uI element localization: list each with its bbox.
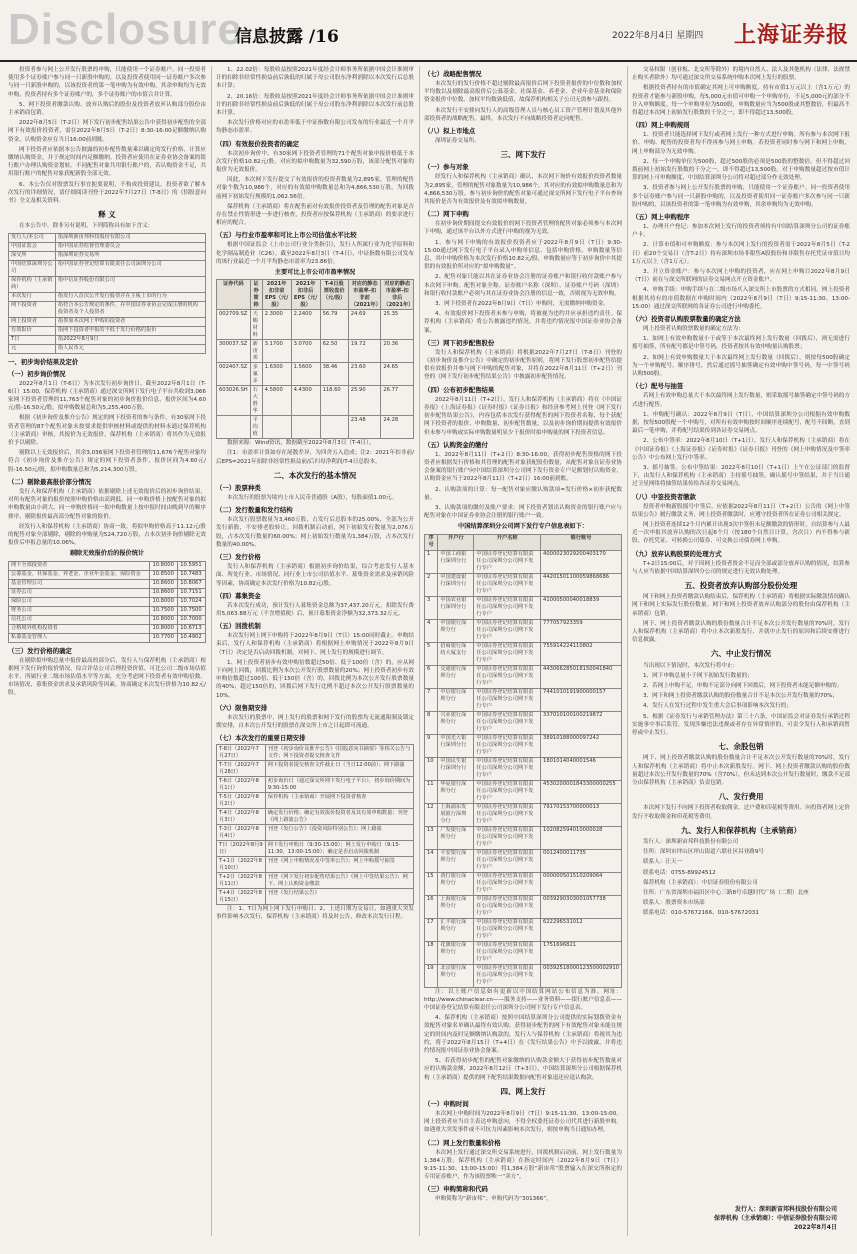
section-heading: 五、投资者放弃认购部分股份处理 xyxy=(684,580,798,590)
column-2 xyxy=(216,66,414,1236)
subheading: （一）股票种类 xyxy=(216,484,261,493)
subheading: （三）申购简称和代码 xyxy=(424,1185,488,1194)
table-header-row: 序号 开户行 开户名称 银行账号 xyxy=(425,534,622,550)
table-row: 中国证监会 指中国证券监督管理委员会 xyxy=(9,242,206,251)
table-row: T+4日（2022年8月15日） 刊登《发行结果公告》 xyxy=(217,889,414,905)
subheading: （五）与行业市盈率和可比上市公司估值水平比较 xyxy=(216,231,357,240)
subheading: （四）有效报价投资者的确定 xyxy=(216,139,300,148)
table-row: 公募基金、社保基金、养老金、企业年金基金、保险资金 10.8500 10.7483 xyxy=(9,570,206,579)
column-1 xyxy=(8,66,206,1236)
paragraph: 1、22.02倍：每股收益按照2021年度经会计师事务所依据中国会计准则审计的扣除非经常性损益前后孰低的归属于母公司股东净利润除以本次发行后总股本计算； xyxy=(216,67,414,90)
signature-sponsor: 保荐机构（主承销商）：中信证券股份有限公司 xyxy=(713,1215,837,1222)
sponsor-name: 保荐机构（主承销商）：中信证券股份有限公司 xyxy=(643,879,758,886)
paragraph: 2、计算市值和可申购额度：参与本次网上发行的投资者需于2022年8月5日（T-2日）前20个交易日（含T-2日）持有深圳市场非限售A股股份和非限售存托凭证市值日均1万元以上（含1万元）。 xyxy=(632,242,850,265)
table-row: 002709.SZ 天赐材料 2.3000 2.2400 56.79 24.69 25.35 xyxy=(217,310,414,340)
subheading: （七）战略配售情况 xyxy=(424,70,482,78)
paragraph: 本次网下发行不向网下投资者收取佣金、过户费和印花税等费用。向投资者网上定价发行不收取佣金和印花税等费用。 xyxy=(632,805,850,820)
subheading: （九）放弃认购股票的处理方式 xyxy=(632,549,722,558)
sponsor-contact: 联系人：股票资本市场部 xyxy=(643,900,705,907)
paragraph: 1、2022年8月11日（T+2日）8:30-16:00，获得初步配售资格的网下投资者应根据发行价格和其管理的配售对象获配股份数量，从配售对象在证券业协会备案的银行账户向中国结算深圳分公司网下发行资金专户足额划付认购资金，认购资金应当于2022年8月11日（T+2日）16:00前到账。 xyxy=(424,451,622,483)
subheading: （五）认购资金的缴付 xyxy=(424,440,488,449)
table-row: T-5日（2022年8月2日） 保荐机构（主承销商）开展网下投资者核查 xyxy=(217,793,414,809)
paragraph: 在剔除拟申购总量中报价最高的部分后，发行人与保荐机构（主承销商）根据网下发行询价报价情况，综合评估公司合理投资价值、可比公司二级市场估值水平、所属行业二级市场估值水平等方面，充分考虑网下投资者有效申购倍数、市场情况、募集资金需求及承销风险等因素，协商确定本次发行价格为10.82元/股。 xyxy=(8,657,206,697)
paragraph: 1、网下申购总量小于网下初始发行数量的； xyxy=(643,672,753,679)
table-row: 有效报价 指网下投资者申报的不低于发行价格的报价 xyxy=(9,326,206,335)
signature-date: 2022年8月4日 xyxy=(793,1224,837,1231)
paragraph: 网下、网上投资者缴款认购的股份数量合计不足本次公开发行数量的70%时，发行人和保荐机构（主承销商）将中止本次新股发行，并就中止发行的原因和后续安排进行信息披露。 xyxy=(632,620,850,644)
table-row: 本次发行 指发行人首次公开发行股票并在主板上市的行为 xyxy=(9,292,206,301)
table-row: 财务公司 10.7500 10.7500 xyxy=(9,606,206,615)
paragraph: 1、投资者只能选择网下发行或者网上发行一种方式进行申购。所有参与本次网下报价、申购、配售的投资者均不得再参与网上申购。若投资者同时参与网下和网上申购，网上申购部分为无效申购。 xyxy=(632,132,850,155)
subheading: （一）参与对象 xyxy=(424,163,469,172)
paragraph: 若本次发行成功，预计发行人募集资金总额为37,437.20万元，扣除发行费用5,063.88万元（不含增值税）后，预计募集资金净额为32,373.32万元。 xyxy=(216,602,414,617)
section-heading: 九、发行人和保荐机构（主承销商） xyxy=(681,825,801,835)
table-row: 合格境外机构投资者 10.8000 10.6713 xyxy=(9,624,206,633)
table-title: 主要可比上市公司市盈率情况 xyxy=(274,269,356,277)
table-row: 7 中信银行深圳分行 中国证券登记结算有限责任公司深圳分公司网下发行专户 7441010191900000157 xyxy=(425,688,622,711)
table-row: T-7日（2022年7月28日） 网下投资者提交核查文件截止日（当日12:00前）；网下路演 xyxy=(217,761,414,777)
table-row: 11 华夏银行深圳分行 中国证券登记结算有限责任公司深圳分公司网下发行专户 4530200001843300000255 xyxy=(425,780,622,803)
paragraph: 2022年8月5日（T-2日）网下发行初步配售结果公告中获得初步配售的全部网下有效报价投资者，需在2022年8月5日（T-2日）8:30-16:00足额缴纳认购资金，认购资金应在当日16:00前到账。 xyxy=(8,120,206,143)
paragraph: 投资者申购新股摇号中签后，应依据2022年8月11日（T+2日）公告的《网上中签结果公告》履行缴款义务，网上投资者缴款时，应遵守投资者所在证券公司相关规定。 xyxy=(632,503,850,518)
table-row: 17 汇丰银行深圳分行 中国证券登记结算有限责任公司深圳分公司网下发行专户 622296531012 xyxy=(425,918,622,941)
column-divider xyxy=(627,66,628,1236)
signature-issuer: 发行人：深圳新宙邦科技股份有限公司 xyxy=(734,1206,837,1213)
paragraph: 本次发行不安排向发行人的高级管理人员与核心员工资产管理计划及其他外部投资者的战略配售。最终，本次发行不向战略投资者定向配售。 xyxy=(424,107,622,122)
paragraph: 本次发行的发行价格不超过剔除最高报价后网下投资者报价的中位数和加权平均数以及剔除最高报价后公募基金、社保基金、养老金、企业年金基金和保险资金报价中位数、加权平均数孰低值，故保荐机构相关子公司无需参与跟投。 xyxy=(424,81,622,104)
paragraph: 1、网上投资者初步有效申购倍数超过50倍、低于100倍（含）的，应从网下向网上回拨，回拨比例为本次公开发行股票数量的20%；网上投资者初步有效申购倍数超过100倍、低于150倍（含）的，回拨比例为本次公开发行股票数量的40%；超过150倍的，回拨后网下发行比例不超过本次公开发行股票数量的10%。 xyxy=(216,659,414,699)
paragraph: 申购简称为“新宙邦”；申购代码为“301366”。 xyxy=(435,1196,552,1203)
paragraph: 根据投资者持有的市值确定其网上可申购额度。持有市值1万元以上（含1万元）的投资者才能参与新股申购，每5,000元市值可申购一个申购单位，不足5,000元的部分不计入申购额度。每一个申购单位为500股，申购数量应当为500股或其整数倍，但最高不得超过本次网上初始发行股数的千分之一，即不得超过13,500股。 xyxy=(632,85,850,117)
subheading: （二）网上发行数量和价格 xyxy=(424,1138,501,1147)
bank-accounts-table xyxy=(424,534,622,988)
section-heading: 七、余股包销 xyxy=(718,742,764,752)
paragraph: 2022年8月1日（T-6日）为本次发行初步询价日。截至2022年8月1日（T-6日）15:00，保荐机构（主承销商）通过深交所网下发行电子平台共收到3,066家网下投资者管理的11,763个配售对象的初步询价报价信息，报价区间为4.60元/股-16.50元/股，拟申购数量总和为5,255,400万股。 xyxy=(8,380,206,412)
subheading: （四）网上申购规则 xyxy=(632,121,690,130)
paragraph: 网下和网上投资者缴款认购结束后，保荐机构（主承销商）将根据实际缴款情况确认网下和网上实际发行股份数量。网下和网上投资者放弃认购部分的股份由保荐机构（主承销商）包销。 xyxy=(632,594,850,617)
table-row: 3 中国农业银行深圳分行 中国证券登记结算有限责任公司深圳分公司网下发行专户 41000500040018839 xyxy=(425,596,622,619)
table-row: 网上投资者 指参加本次网上申购的投资者 xyxy=(9,317,206,326)
section-heading: 八、发行费用 xyxy=(718,792,764,802)
definitions-table xyxy=(8,233,206,354)
paragraph: 发行人和保荐机构（主承销商）依据剔除上述无效报价后的初步询价结果，对所有配售对象的报价按照申购价格由高到低、同一申购价格上按配售对象的拟申购数量由小到大、同一申购价格同一拟申购数量上按申报时间由晚到早的顺序排序，剔除报价最高部分配售对象的报价。 xyxy=(8,488,206,520)
subheading: （五）网上申购程序 xyxy=(632,213,690,222)
paragraph: 注1：市盈率计算如存在尾数差异，为四舍五入造成；注2：2021年扣非前/后EPS=2021年扣除非经常性损益前/后归母净利润/T-4日总股本。 xyxy=(216,450,414,465)
paragraph: 3、认购款项的缴付及账户要求：网下投资者划出认购资金的银行账户应与配售对象在中国证券业协会注册的银行账户一致。 xyxy=(424,504,622,520)
table-row: 300037.SZ 新宙邦 3.1700 3.0700 62.50 19.72 20.36 xyxy=(217,340,414,363)
table-row: 保险公司 10.8000 10.7024 xyxy=(9,597,206,606)
table-title: 剔除无效报价后的报价统计 xyxy=(69,550,145,558)
subheading: （八）中签投资者缴款 xyxy=(632,492,696,501)
column-3 xyxy=(424,66,622,1236)
table-row: 平均值 23.48 24.28 xyxy=(217,416,414,439)
paragraph: 1、办理开户登记：参加本次网上发行的投资者须持有中国结算深圳分公司的证券账户卡。 xyxy=(632,224,850,239)
paragraph: 网上投资者连续12个月内累计出现3次中签但未足额缴款的情形时，自结算参与人最近一次申报其放弃认购的次日起6个月（按180个自然日计算，含次日）内不得参与新股、存托凭证、可转换公司债券、可交换公司债券网上申购。 xyxy=(632,521,850,545)
peer-valuation-table xyxy=(216,279,414,439)
table-row: T-4日（2022年8月3日） 确定发行价格；确定有效报价投资者及其有效申购数量；刊登《网上路演公告》 xyxy=(217,809,414,825)
paragraph: 经发行人和保荐机构（主承销商）确认，本次网下询价有效报价投资者数量为2,895家，管理的配售对象数量为10,986个，其对应的有效拟申购数量总和为4,866,530万股。参与初步询价的配售对象可通过深交所网下发行电子平台查询其报价是否为有效报价及有效拟申购数量。 xyxy=(424,174,622,206)
paragraph: 投资者参与网上公开发行股票的申购，只能使用一个证券账户。同一投资者使用多个证券账户参与同一只新股申购的，以及投资者使用同一证券账户多次参与同一只新股申购的，以该投资者的第一笔申购为有效申购，其余申购均为无效申购。投资者持有多个证券账户的，多个证券账户的市值合并计算。 xyxy=(8,67,206,98)
paragraph: 2、如网上有效申购数量大于本次最终网上发行数量（回拨后），则按每500股确定为一个申购配号，顺序排号，然后通过摇号抽签确定有效申购中签号码，每一中签号码认购500股。 xyxy=(632,354,850,378)
table-header-row: 证券代码 证券简称 2021年扣非前EPS（元/股） 2021年扣非后EPS（元/股） T-4日股票收盘价（元/股） 对应的静态市盈率-扣非前（2021年） 对应的静态市盈率-扣非后（2021年） xyxy=(217,280,414,310)
table-row: 私募基金管理人 10.7700 10.4902 xyxy=(9,633,206,642)
table-row: 19 北京银行深圳分行 中国证券登记结算有限责任公司深圳分公司网下发行专户 00392518000123500002910 xyxy=(425,964,622,987)
table-row: 信托公司 10.8000 10.7000 xyxy=(9,615,206,624)
subheading: （六）限售期安排 xyxy=(216,703,268,712)
paragraph: 3、开立资金账户：参与本次网上申购的投资者，应在网上申购日2022年8月9日（T日）前在与深交所联网的证券交易网点开立资金账户。 xyxy=(632,269,850,284)
paragraph: 2022年8月11日（T+2日），发行人和保荐机构（主承销商）将在《中国证券报》《上海证券报》《证券时报》《证券日报》和经济参考网上刊登《网下发行初步配售结果公告》，内容包括本次发行获得配售的网下投资者名称、每个获配网下投资者的报价、申购数量、初步配售数量，以及初步询价期间提供有效报价但未参与申购或实际申购数量明显少于报价时拟申购量的网下投资者信息。 xyxy=(424,396,622,436)
paragraph: 保荐机构（主承销商）将在配售前对有效报价投资者及管理的配售对象是否存在禁止性情形进一步进行核查，投资者应按保荐机构（主承销商）的要求进行相应的配合。 xyxy=(216,203,414,227)
paragraph: 发行人和保荐机构（主承销商）将根据2022年7月27日（T-8日）刊登的《初步询价及推介公告》中确定的初步配售原则，将网下发行股票初步配售给提供有效报价并参与网下申购的配售对象，并将在2022年8月11日（T+2日）刊登的《网下发行初步配售结果公告》中披露初步配售情况。 xyxy=(424,349,622,381)
paragraph: 5、网下投资者缴款认购、放弃认购后的股份及投资者放弃认购部分股份由主承销商包销。 xyxy=(8,101,206,117)
issuer-contact: 联系人：汪天一 xyxy=(643,859,683,866)
table-row: T+2日（2022年8月11日） 刊登《网下发行初步配售结果公告》《网上中签结果公告》；网下、网上认购资金缴款 xyxy=(217,873,414,889)
table-row: T+1日（2022年8月10日） 刊登《网上申购情况及中签率公告》；网上申购摇号抽签 xyxy=(217,857,414,873)
paragraph: 3、网下投资者在2022年8月9日（T日）申购时，无需缴纳申购资金。 xyxy=(435,301,609,308)
paragraph: 6、本公告仅对股票发行事宜扼要说明，不构成投资建议。投资者欲了解本次发行的详细情况，请仔细阅读刊登于2022年7月27日（T-8日）的《招股意向书》全文及相关资料。 xyxy=(8,181,206,205)
section-heading: 释 义 xyxy=(98,210,116,220)
sponsor-address: 住所：广东省深圳市福田区中心三路8号卓越时代广场（二期）北座 xyxy=(643,890,809,897)
issuer-name: 发行人：深圳新宙邦科技股份有限公司 xyxy=(643,839,739,846)
subheading: （六）投资者认购股票数量的确定方法 xyxy=(632,315,741,324)
table-row: 5 招商银行深纺大厦支行 中国证券登记结算有限责任公司深圳分公司网下发行专户 755914224110802 xyxy=(425,642,622,665)
table-row: T-8日（2022年7月27日） 刊登《初步询价及推介公告》《招股意向书摘要》等相关公告与文件；网下投资者提交核查文件 xyxy=(217,745,414,761)
table-row: 4 中国银行深圳分行 中国证券登记结算有限责任公司深圳分公司网下发行专户 777057923359 xyxy=(425,619,622,642)
newspaper-name: 上海证券报 xyxy=(733,22,849,48)
table-row: T日（2022年8月9日） 网下发行申购日（9:30-15:00）；网上发行申购日（9:15-11:30，13:00-15:00）；确定是否启动回拨机制 xyxy=(217,841,414,857)
table-row: 证券公司 10.8600 10.7151 xyxy=(9,588,206,597)
table-row: T-6日（2022年8月1日） 初步询价日（通过深交所网下发行电子平台），初步询价期间为9:30-15:00 xyxy=(217,777,414,793)
issue-date: 2022年8月4日 星期四 xyxy=(612,31,704,41)
paragraph: 1、如网上有效申购数量小于或等于本次最终网上发行数量（回拨后），则无需进行摇号抽签，所有配号都是中签号码，投资者按其有效申购量认购股票； xyxy=(632,336,850,351)
table-row: 中国结算深圳分公司 指中国证券登记结算有限责任公司深圳分公司 xyxy=(9,260,206,276)
table-row: 1 中国工商银行深圳分行 中国证券登记结算有限责任公司深圳分公司网下发行专户 4000023029200403170 xyxy=(425,550,622,573)
table-row: 8 兴业银行深圳分行 中国证券登记结算有限责任公司深圳分公司网下发行专户 337010100100219872 xyxy=(425,711,622,734)
paragraph: 发行人和保荐机构（主承销商）根据初步询价结果，综合考虑发行人基本面、所处行业、市场情况、同行业上市公司估值水平、募集资金需求及承销风险等因素，协商确定本次发行价格为10.82元/股。 xyxy=(216,564,414,587)
table-row: 6 交通银行深圳分行 中国证券登记结算有限责任公司深圳分公司网下发行专户 443066285018150041840 xyxy=(425,665,622,688)
section-heading: 三、网下发行 xyxy=(500,150,546,160)
paragraph: 2、认购款项的计算：每一配售对象应缴认购款项=发行价格×初步获配数量。 xyxy=(424,486,622,501)
subheading: （五）回拨机制 xyxy=(216,622,261,631)
paragraph: 1、申购配号确认：2022年8月9日（T日），中国结算深圳分公司根据有效申购数据，按每500股配一个申购号，对所有有效申购按时间顺序连续配号，配号不间断，直到最后一笔申购，并将配号结果传到各证券交易网点。 xyxy=(632,411,850,435)
table-row: 15 渣打银行深圳分行 中国证券登记结算有限责任公司深圳分公司网下发行专户 000000501510209064 xyxy=(425,872,622,895)
table-title: 中国结算深圳分公司网下发行专户信息表如下： xyxy=(458,523,588,531)
table-row: 深交所 指深圳证券交易所 xyxy=(9,251,206,260)
paragraph: 本次网上发行通过深交所交易系统进行，回拨机制启动前，网上发行数量为1,384万股。保荐机构（主承销商）在指定时间内（2022年8月9日（T日）9:15-11:30、13:00-15:00）将1,384万股“新宙邦”股票输入在深交所指定的专用证券账户，作为该股票唯一“卖方”。 xyxy=(424,1149,622,1181)
section-heading: 二、本次发行的基本情况 xyxy=(273,470,357,480)
paragraph: 1、参与网下申购的有效报价投资者应于2022年8月9日（T日）9:30-15:00通过网下发行电子平台录入申购单信息，包括申购价格、申购数量等信息，其中申购价格为本次发行价格10.82元/股，申购数量应等于初步询价中其提供的有效报价所对应的“拟申购数量”。 xyxy=(424,239,622,271)
table-row: 2 中国建设银行深圳分行 中国证券登记结算有限责任公司深圳分公司网下发行专户 44201501100059868686 xyxy=(425,573,622,596)
paragraph: 5、若获得初步配售的配售对象缴纳的认购款金额大于获得初步配售数量对应的认购款金额，2022年8月12日（T+3日），中国结算深圳分公司根据保荐机构（主承销商）提供的网下配售结果数据向配售对象退还应退认购款。 xyxy=(424,1058,622,1081)
table-row: T日 指2022年8月9日 xyxy=(9,335,206,344)
paragraph: 经发行人和保荐机构（主承销商）协商一致，将拟申购价格高于11.12元/股的配售对象全部剔除，剔除的申购量为524,720万股，占本次初步询价剔除无效报价后申报总量的10.06%。 xyxy=(8,523,206,547)
column-4 xyxy=(632,66,850,1186)
subheading: 一、初步询价结果及定价 xyxy=(8,357,79,366)
issuer-address: 住所：深圳市坪山区坪山街道六联社区昌业路9号 xyxy=(643,849,765,856)
paragraph: T+2日15:00后，对于因网上投资者资金不足而全部或部分放弃认购的情况，结算参与人应当依据中国结算深圳分公司的规定进行无效认购处理。 xyxy=(632,560,850,575)
paragraph: 2、配售对象只能以其在证券业协会注册的证券账户和银行收付款账户参与本次网下申购。配售对象全称、证券账户名称（深圳）、证券账户号码（深圳）和银行收付款账户必须与其在证券业协会注册的信息一致，否则视为无效申购。 xyxy=(424,274,622,297)
disclosure-wordmark: Disclosure xyxy=(8,5,243,54)
paragraph: 根据中国证监会《上市公司行业分类指引》，发行人所属行业为化学原料和化学制品制造业（C26）。截至2022年8月3日（T-4日），中证指数有限公司发布的该行业最近一个月平均静态市盈率为23.86倍。 xyxy=(216,242,414,265)
paragraph: 4、有效报价网下投资者未参与申购，将被视为违约并应承担违约责任。保荐机构（主承销商）将公告披露违约情况，并将违约情况报中国证券业协会备案。 xyxy=(424,311,622,334)
paragraph: 本次初步询价中，有30家网下投资者管理的71个配售对象申报价格低于本次发行价格10.82元/股，对应的拟申购数量为32,590万股，该部分配售对象的报价为无效报价。 xyxy=(216,150,414,174)
table-row: 基金管理公司 10.8600 10.8067 xyxy=(9,579,206,588)
paragraph: 4、保荐机构（主承销商）按照中国结算深圳分公司提供的实际划拨资金有效配售对象名单确认最终有效认购。获得初步配售的网下有效配售对象未能在规定的时间内及时足额缴纳认购款的，发行人与保荐机构（主承销商）将视其为违约，将于2022年8月15日（T+4日）在《发行结果公告》中予以披露，并将违约情况报中国证券业协会备案。 xyxy=(424,1015,622,1054)
column-divider xyxy=(211,66,212,1236)
price-stats-table xyxy=(8,561,206,643)
paragraph: 根据《初步询价及推介公告》规定的网下投资者的参与条件，有30家网下投资者管理的87个配售对象未按要求提供审核材料或提供的材料未通过保荐机构（主承销商）审核，其报价为无效报价，保荐机构（主承销商）将其作为无效报价予以剔除。 xyxy=(8,415,206,447)
paragraph: 本次发行价格对应的市盈率低于中证指数有限公司发布的行业最近一个月平均静态市盈率。 xyxy=(216,120,414,135)
paragraph: 剔除以上无效报价后，其余3,036家网下投资者管理的11,676个配售对象均符合《初步询价及推介公告》规定的网下投资者条件，报价区间为4.60元/股-16.50元/股，拟申购数量总和为5,214,300万股。 xyxy=(8,450,206,473)
signature-block xyxy=(714,1205,837,1232)
table-row: 13 广发银行深圳分行 中国证券登记结算有限责任公司深圳分公司网下发行专户 102082594010000028 xyxy=(425,826,622,849)
subheading: （二）网下申购 xyxy=(424,210,469,219)
paragraph: 2、20.16倍：每股收益按照2021年度经会计师事务所依据中国会计准则审计的扣除非经常性损益前后孰低的归属于母公司股东净利润除以本次发行前总股本计算。 xyxy=(216,93,414,117)
subheading: （一）初步询价情况 xyxy=(8,369,66,378)
subheading: （二）发行数量和发行结构 xyxy=(216,506,293,515)
table-row: 元 指人民币元 xyxy=(9,344,206,353)
table-row: 18 花旗银行深圳分行 中国证券登记结算有限责任公司深圳分公司网下发行专户 1751696821 xyxy=(425,941,622,964)
subheading: （四）公布初步配售结果 xyxy=(424,385,495,394)
paragraph: 交易权限（创业板、北交所等除外）的境内自然人、法人及其他机构（法律、法规禁止购买者除外）均可通过深交所交易系统申购本次网上发行的股票。 xyxy=(632,67,850,82)
paragraph: 若网上有效申购总量大于本次最终网上发行数量，则采取摇号抽签确定中签号码的方式进行配售。 xyxy=(632,393,850,408)
paragraph: 2、公布中签率：2022年8月10日（T+1日），发行人和保荐机构（主承销商）将在《中国证券报》《上海证券报》《证券时报》《证券日报》刊登的《网上申购情况及中签率公告》中公布网上发行中签率。 xyxy=(632,438,850,461)
paragraph: 数据来源：Wind资讯，数据截至2022年8月3日（T-4日）。 xyxy=(227,440,375,447)
table-row: 保荐机构（主承销商） 指中信证券股份有限公司 xyxy=(9,276,206,292)
table-row: 网下投资者 指符合本公告规定的条件，在中国证券业协会完成注册的机构投资者及个人投资者 xyxy=(9,301,206,317)
subheading: （七）本次发行的重要日期安排 xyxy=(216,734,306,743)
paragraph: 3、摇号抽签、公布中签结果：2022年8月10日（T+1日）上午在公证部门的监督下，由发行人和保荐机构（主承销商）主持摇号抽签，确认摇号中签结果，并于当日通过卫星网络将抽签结果传给各证券交易网点。 xyxy=(632,464,850,488)
table-row: 12 上海浦东发展银行深圳分行 中国证券登记结算有限责任公司深圳分公司网下发行专户 79170153700000013 xyxy=(425,803,622,826)
issuer-phone: 联系电话：0755-89924512 xyxy=(643,869,716,876)
subheading: （三）发行价格 xyxy=(216,553,261,562)
subheading: （二）剔除最高报价部分情况 xyxy=(8,477,92,486)
paragraph: 3、网下和网上投资者缴款认购的股份数量合计不足本次公开发行数量的70%； xyxy=(643,693,838,700)
paragraph: 4、申购手续：申购手续与在二级市场买入深交所上市股票的方式相同，网上投资者根据其持有的市值数据在申购时间内（2022年8月9日（T日）9:15-11:30、13:00-15:00）通过深交所联网的各证券公司进行申购委托。 xyxy=(632,287,850,310)
table-row: 网下全部投资者 10.8000 10.5951 xyxy=(9,561,206,570)
paragraph: 5、根据《证券发行与承销管理办法》第三十六条，中国证监会对证券发行承销过程实施事中事后监管，发现涉嫌违法违规或者存在异常情形的，可责令发行人和承销商暂停或中止发行。 xyxy=(632,713,850,736)
paragraph: 2、每一个申购单位为500股，超过500股的必须是500股的整数倍，但不得超过回拨前网上初始发行股数的千分之一，即不得超过13,500股。对于申购数量超过按市值计算的网上可申购额度，中国结算深圳分公司将对超过部分作无效处理。 xyxy=(632,158,850,182)
sponsor-phone: 联系电话：010-57672166、010-57672031 xyxy=(643,910,759,917)
paragraph: 本次发行网上网下申购将于2022年8月9日（T日）15:00同时截止。申购结束后，发行人和保荐机构（主承销商）将根据网上申购情况于2022年8月9日（T日）决定是否启动回拨机制，对网下、网上发行的规模进行调节。 xyxy=(216,633,414,656)
paragraph: 在初步询价期间提交有效报价的网下投资者管理的配售对象必须参与本次网下申购，通过该平台以外方式进行申购的视为无效。 xyxy=(424,221,622,236)
masthead xyxy=(0,0,857,62)
paragraph: 3、投资者参与网上公开发行股票的申购，只能使用一个证券账户。同一投资者使用多个证券账户参与同一只新股申购的，以及投资者使用同一证券账户多次参与同一只新股申购的，以该投资者的第一笔申购为有效申购，其余申购均为无效申购。 xyxy=(632,185,850,208)
table-row: 603026.SH 石大胜华 4.5800 4.4300 118.60 25.90 26.77 xyxy=(217,386,414,416)
subheading: （三）网下初步配售股份 xyxy=(424,338,495,347)
paragraph: 深圳证券交易所。 xyxy=(435,138,480,145)
table-row: 发行人/本公司 指深圳新宙邦科技股份有限公司 xyxy=(9,233,206,242)
paragraph: 注：以上账户信息如有更新以中国结算网站公布信息为准。网址：http://www.chinaclear.cn——服务支持——业务资料——银行账户信息表——中国证券登记结算有限责任公司深圳分公司网下发行专户信息表。 xyxy=(424,988,622,1011)
table-row: 14 平安银行深圳分行 中国证券登记结算有限责任公司深圳分公司网下发行专户 0012400011735 xyxy=(425,849,622,872)
paragraph: 注：1、T日为网上网下发行申购日；2、上述日期为交易日，如遇重大突发事件影响本次发行，保荐机构（主承销商）将及时公告，修改本次发行日程。 xyxy=(216,906,414,921)
paragraph: 在本公告中，除非另有说明，下列简称具有如下含义： xyxy=(19,223,154,230)
paragraph: 2、若网上申购不足，申购不足部分向网下回拨后，网下投资者未能足额申购的； xyxy=(643,682,843,689)
section-heading: 四、网上发行 xyxy=(500,1086,546,1096)
section-heading: 六、中止发行情况 xyxy=(711,649,771,659)
paragraph: 本次发行的股票中，网上发行的股票和网下发行的股票均无流通限制及锁定期安排，自本次公开发行的股票在深交所上市之日起即可流通。 xyxy=(216,714,414,729)
paragraph: 网下投资者应依据本公告披露的初步配售数量乘以确定的发行价格，计算应缴纳认购资金，并于规定时间内足额缴纳。投资者应使用在证券业协会备案的银行账户办理认购资金划转。不同配售对象共用银行账户的，若认购资金不足，共用银行账户的配售对象获配新股全部无效。 xyxy=(8,146,206,178)
paragraph: 因此，本次网下发行提交了有效报价的投资者数量为2,895家，管理的配售对象个数为10,986个，对应的有效拟申购数量总和为4,866,530万股，为回拨前网下初始发行规模的1,062.56倍。 xyxy=(216,177,414,200)
table-row: 9 中国光大银行深圳分行 中国证券登记结算有限责任公司深圳分公司网下发行专户 38910188000097242 xyxy=(425,734,622,757)
paragraph: 本次发行的股票为境内上市人民币普通股（A股），每股面值1.00元。 xyxy=(227,495,398,502)
table-row: 16 上海银行深圳分行 中国证券登记结算有限责任公司深圳分公司网下发行专户 0039290303001057738 xyxy=(425,895,622,918)
paragraph: 当出现以下情况时，本次发行将中止： xyxy=(643,662,739,669)
column-divider xyxy=(419,66,420,1236)
subheading: （七）配号与抽签 xyxy=(632,382,684,391)
section-title: 信息披露 /16 xyxy=(235,27,339,47)
paragraph: 4、发行人在发行过程中发生重大会后事项影响本次发行的； xyxy=(643,703,792,710)
schedule-table xyxy=(216,744,414,905)
table-row: T-3日（2022年8月4日） 刊登《发行公告》《投资风险特别公告》；网上路演 xyxy=(217,825,414,841)
paragraph: 本次网上申购时间为2022年8月9日（T日）9:15-11:30、13:00-15:00。网上投资者应当自主表达申购意向，不得全权委托证券公司代其进行新股申购。如遇重大突发事件或不可抗力因素影响本次发行，则按申购当日通知办理。 xyxy=(424,1110,622,1134)
subheading: （八）拟上市地点 xyxy=(424,127,476,136)
paragraph: 网上投资者认购股票数量的确定方法为： xyxy=(643,326,744,333)
subheading: （四）募集资金 xyxy=(216,591,261,600)
subheading: （一）申购时间 xyxy=(424,1099,469,1108)
table-row: 10 中国民生银行深圳分行 中国证券登记结算有限责任公司深圳分公司网下发行专户 1801014040001546 xyxy=(425,757,622,780)
paragraph: 网下、网上投资者缴款认购的股份数量合计不足本次公开发行数量的70%时，发行人和保荐机构（主承销商）将中止本次新股发行。网下、网上投资者缴款认购的股份数量超过本次公开发行数量的70%（含70%），但未达到本次公开发行数量时，缴款不足部分由保荐机构（主承销商）负责包销。 xyxy=(632,755,850,787)
paragraph: 本次发行股票数量为3,460万股，占发行后总股本的25.00%，全部为公开发行新股，不安排老股转让。回拨机制启动前，网下初始发行数量为2,076万股，占本次发行数量的60.00%；网上初始发行数量为1,384万股，占本次发行数量的40.00%。 xyxy=(216,517,414,548)
table-row: 002407.SZ 多氟多 1.6300 1.5600 38.46 23.60 24.65 xyxy=(217,363,414,386)
subheading: （三）发行价格的确定 xyxy=(8,646,72,655)
